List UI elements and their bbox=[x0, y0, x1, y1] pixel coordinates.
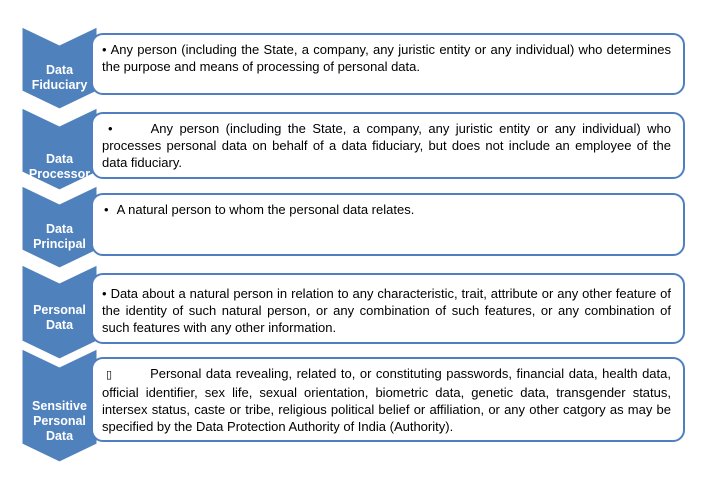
label-line: Principal bbox=[33, 237, 86, 251]
chevron-personal-data bbox=[22, 265, 97, 359]
definition-text: Any person (including the State, a company, any juristic entity or any individual) who processes personal data on behalf of a data fiduciary, but does not include an employee of the data fiduciary. bbox=[102, 121, 671, 170]
definition-box-personal-data bbox=[91, 273, 685, 344]
chevron-data-principal bbox=[22, 186, 97, 268]
definition-text: Any person (including the State, a company, any juristic entity or any individual) who determines the purpose and means of processing of personal data. bbox=[102, 42, 671, 74]
chevron-label bbox=[22, 222, 97, 252]
definition-text: Personal data revealing, related to, or constituting passwords, financial data, health data, official identifier, sex life, sexual orientation, biometric data, genetic data, transgender status, intersex status, caste or tribe, religious political belief or affiliation, or any other catgory as may be specified by the Data Protection Authority of India (Authority). bbox=[102, 366, 671, 434]
definition-text: A natural person to whom the personal data relates. bbox=[116, 202, 415, 217]
chevron-data-processor bbox=[22, 108, 97, 190]
chevron-data-fiduciary bbox=[22, 27, 97, 109]
definition-box-data-processor bbox=[91, 112, 685, 179]
bullet-icon: • bbox=[102, 286, 107, 301]
definition-box-sensitive-personal-data bbox=[91, 357, 685, 442]
label-line: Data bbox=[45, 222, 74, 236]
bullet-icon: • bbox=[108, 121, 113, 136]
missing-glyph-icon: ▯ bbox=[106, 369, 113, 381]
label-line: Personal bbox=[33, 414, 86, 428]
bullet-icon: • bbox=[102, 42, 107, 57]
label-line: Data bbox=[45, 152, 74, 166]
definition-text: Data about a natural person in relation to any characteristic, trait, attribute or any other feature of the identity of such natural person, or any combination of such features, or any combination of such features with any other information. bbox=[102, 286, 671, 335]
definition-box-data-fiduciary bbox=[91, 33, 685, 95]
label-line: Fiduciary bbox=[31, 78, 88, 92]
label-line: Sensitive bbox=[32, 399, 87, 413]
chevron-sensitive-personal-data bbox=[22, 349, 97, 462]
label-line: Processor bbox=[28, 167, 91, 181]
bullet-icon: • bbox=[104, 202, 109, 217]
label-line: Personal bbox=[33, 303, 86, 317]
chevron-label bbox=[22, 152, 97, 182]
chevron-label bbox=[22, 303, 97, 333]
chevron-label bbox=[22, 63, 97, 93]
chevron-label bbox=[22, 399, 97, 444]
label-line: Data bbox=[45, 318, 74, 332]
label-line: Data bbox=[45, 63, 74, 77]
label-line: Data bbox=[45, 429, 74, 443]
definition-box-data-principal bbox=[91, 193, 685, 256]
